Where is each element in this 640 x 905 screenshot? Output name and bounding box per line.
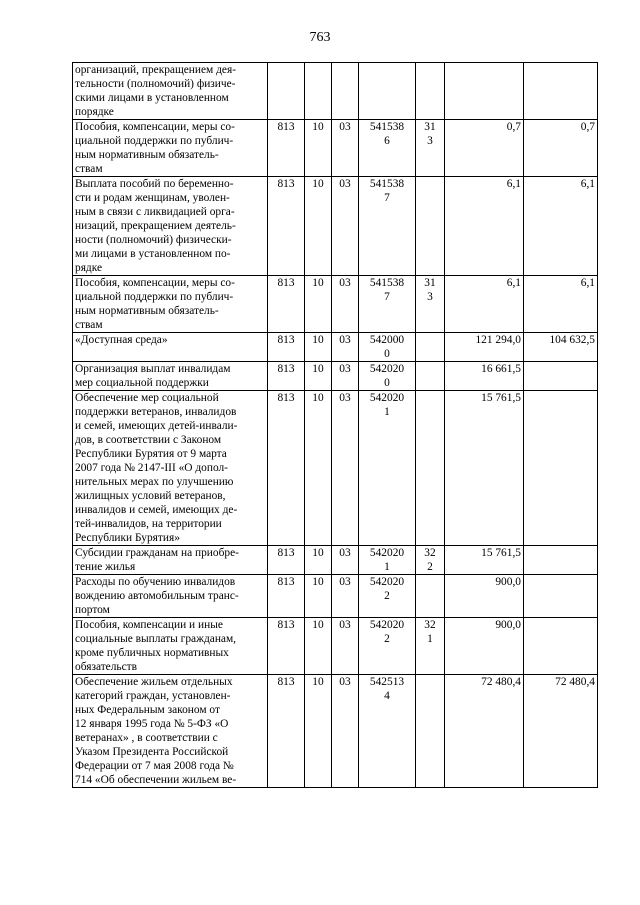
cs-line: 542020 (369, 392, 405, 404)
vr-line: 31 (424, 121, 436, 133)
section-code-cell: 10 (305, 618, 332, 675)
name-line: ствам (75, 319, 103, 331)
name-line: ным в связи с ликвидацией орга- (75, 206, 235, 218)
subsection-code-cell: 03 (332, 120, 359, 177)
cs-line: 7 (384, 192, 390, 204)
name-line: ности (полномочий) физически- (75, 234, 232, 246)
expense-type-cell (416, 63, 445, 120)
name-line: рядке (75, 262, 103, 274)
table-row (73, 63, 598, 120)
name-line: ми лицами в установленном по- (75, 248, 231, 260)
subsection-code-cell: 03 (332, 276, 359, 333)
amount-2-cell (524, 362, 598, 391)
item-name-cell (73, 333, 268, 362)
cs-line: 542020 (369, 547, 405, 559)
cs-line: 542000 (369, 334, 405, 346)
amount-1-cell: 900,0 (445, 618, 524, 675)
expense-type-cell (416, 618, 445, 675)
name-line: тение жилья (75, 561, 136, 573)
expense-type-cell (416, 391, 445, 546)
target-article-cell (359, 391, 416, 546)
cs-line: 541538 (369, 178, 405, 190)
name-line: циальной поддержки по публич- (75, 135, 234, 147)
expense-type-cell (416, 177, 445, 276)
expense-type-cell (416, 333, 445, 362)
name-line: Обеспечение жильем отдельных (75, 676, 233, 688)
name-line: обязательств (75, 661, 138, 673)
amount-2-cell: 72 480,4 (524, 675, 598, 788)
table-row (73, 546, 598, 575)
name-line: циальной поддержки по публич- (75, 291, 234, 303)
name-line: тельности (полномочий) физиче- (75, 78, 236, 90)
ministry-code-cell: 813 (268, 362, 305, 391)
name-line: низаций, прекращением деятель- (75, 220, 236, 232)
subsection-code-cell: 03 (332, 177, 359, 276)
table-row (73, 333, 598, 362)
name-line: 714 «Об обеспечении жильем ве- (75, 774, 237, 786)
name-line: портом (75, 604, 110, 616)
amount-1-cell: 6,1 (445, 276, 524, 333)
amount-2-cell (524, 391, 598, 546)
subsection-code-cell: 03 (332, 546, 359, 575)
budget-table-body (73, 63, 598, 788)
section-code-cell: 10 (305, 276, 332, 333)
name-line: Республики Бурятия от 9 марта (75, 448, 227, 460)
ministry-code-cell: 813 (268, 675, 305, 788)
name-line: Указом Президента Российской (75, 746, 229, 758)
name-line: Организация выплат инвалидам (75, 363, 231, 375)
name-line: категорий граждан, установлен- (75, 690, 231, 702)
amount-1-cell: 6,1 (445, 177, 524, 276)
ministry-code-cell: 813 (268, 276, 305, 333)
expense-type-cell (416, 276, 445, 333)
cs-line: 2 (384, 590, 390, 602)
name-line: кроме публичных нормативных (75, 647, 229, 659)
cs-line: 542513 (369, 676, 405, 688)
section-code-cell: 10 (305, 120, 332, 177)
page-number: 763 (309, 30, 331, 45)
ministry-code-cell: 813 (268, 333, 305, 362)
amount-2-cell: 6,1 (524, 177, 598, 276)
name-line: нительных мерах по улучшению (75, 476, 234, 488)
subsection-code-cell: 03 (332, 333, 359, 362)
name-line: жилищных условий ветеранов, (75, 490, 226, 502)
table-row (73, 675, 598, 788)
name-line: сти и родам женщинам, уволен- (75, 192, 230, 204)
expense-type-cell (416, 120, 445, 177)
amount-2-cell (524, 575, 598, 618)
cs-line: 541538 (369, 277, 405, 289)
name-line: Республики Бурятия» (75, 532, 180, 544)
budget-table (72, 62, 598, 788)
ministry-code-cell: 813 (268, 391, 305, 546)
item-name-cell (73, 120, 268, 177)
name-line: и семей, имеющих детей-инвали- (75, 420, 238, 432)
target-article-cell (359, 177, 416, 276)
subsection-code-cell: 03 (332, 675, 359, 788)
name-line: Пособия, компенсации, меры со- (75, 277, 235, 289)
name-line: ных Федеральным законом от (75, 704, 220, 716)
name-line: организаций, прекращением дея- (75, 64, 236, 76)
amount-2-cell (524, 546, 598, 575)
item-name-cell (73, 575, 268, 618)
amount-1-cell: 72 480,4 (445, 675, 524, 788)
expense-type-cell (416, 575, 445, 618)
vr-line: 31 (424, 277, 436, 289)
amount-1-cell: 0,7 (445, 120, 524, 177)
name-line: «Доступная среда» (75, 334, 168, 346)
target-article-cell (359, 618, 416, 675)
target-article-cell (359, 333, 416, 362)
target-article-cell (359, 120, 416, 177)
section-code-cell: 10 (305, 675, 332, 788)
cs-line: 7 (384, 291, 390, 303)
ministry-code-cell: 813 (268, 120, 305, 177)
item-name-cell (73, 276, 268, 333)
item-name-cell (73, 362, 268, 391)
name-line: Федерации от 7 мая 2008 года № (75, 760, 234, 772)
amount-1-cell: 15 761,5 (445, 546, 524, 575)
amount-1-cell (445, 63, 524, 120)
target-article-cell (359, 362, 416, 391)
subsection-code-cell: 03 (332, 618, 359, 675)
name-line: Выплата пособий по беременно- (75, 178, 234, 190)
name-line: дов, в соответствии с Законом (75, 434, 222, 446)
ministry-code-cell (268, 63, 305, 120)
section-code-cell (305, 63, 332, 120)
ministry-code-cell: 813 (268, 546, 305, 575)
name-line: Расходы по обучению инвалидов (75, 576, 236, 588)
table-row (73, 618, 598, 675)
table-row (73, 177, 598, 276)
name-line: 12 января 1995 года № 5-ФЗ «О (75, 718, 229, 730)
cs-line: 1 (384, 561, 390, 573)
cs-line: 6 (384, 135, 390, 147)
section-code-cell: 10 (305, 391, 332, 546)
amount-1-cell: 15 761,5 (445, 391, 524, 546)
section-code-cell: 10 (305, 362, 332, 391)
expense-type-cell (416, 546, 445, 575)
expense-type-cell (416, 675, 445, 788)
name-line: ствам (75, 163, 103, 175)
target-article-cell (359, 546, 416, 575)
amount-1-cell: 16 661,5 (445, 362, 524, 391)
section-code-cell: 10 (305, 575, 332, 618)
table-row (73, 575, 598, 618)
name-line: скими лицами в установленном (75, 92, 229, 104)
name-line: Пособия, компенсации, меры со- (75, 121, 235, 133)
target-article-cell (359, 675, 416, 788)
name-line: порядке (75, 106, 114, 118)
name-line: ным нормативным обязатель- (75, 305, 219, 317)
ministry-code-cell: 813 (268, 618, 305, 675)
cs-line: 0 (384, 348, 390, 360)
item-name-cell (73, 546, 268, 575)
amount-1-cell: 121 294,0 (445, 333, 524, 362)
target-article-cell (359, 276, 416, 333)
table-row (73, 120, 598, 177)
cs-line: 542020 (369, 363, 405, 375)
item-name-cell (73, 177, 268, 276)
table-row (73, 391, 598, 546)
ministry-code-cell: 813 (268, 575, 305, 618)
name-line: Обеспечение мер социальной (75, 392, 219, 404)
subsection-code-cell: 03 (332, 391, 359, 546)
cs-line: 541538 (369, 121, 405, 133)
amount-2-cell (524, 63, 598, 120)
cs-line: 542020 (369, 619, 405, 631)
name-line: 2007 года № 2147-III «О допол- (75, 462, 228, 474)
table-row (73, 276, 598, 333)
cs-line: 1 (384, 406, 390, 418)
cs-line: 4 (384, 690, 390, 702)
item-name-cell (73, 618, 268, 675)
name-line: тей-инвалидов, на территории (75, 518, 222, 530)
name-line: мер социальной поддержки (75, 377, 209, 389)
vr-line: 1 (427, 633, 433, 645)
amount-2-cell: 0,7 (524, 120, 598, 177)
vr-line: 3 (427, 291, 433, 303)
amount-2-cell: 104 632,5 (524, 333, 598, 362)
section-code-cell: 10 (305, 333, 332, 362)
name-line: Субсидии гражданам на приобре- (75, 547, 239, 559)
name-line: поддержки ветеранов, инвалидов (75, 406, 237, 418)
cs-line: 0 (384, 377, 390, 389)
subsection-code-cell: 03 (332, 575, 359, 618)
subsection-code-cell: 03 (332, 362, 359, 391)
subsection-code-cell (332, 63, 359, 120)
name-line: ным нормативным обязатель- (75, 149, 219, 161)
name-line: социальные выплаты гражданам, (75, 633, 237, 645)
name-line: вождению автомобильным транс- (75, 590, 239, 602)
name-line: инвалидов и семей, имеющих де- (75, 504, 238, 516)
amount-1-cell: 900,0 (445, 575, 524, 618)
cs-line: 2 (384, 633, 390, 645)
target-article-cell (359, 575, 416, 618)
vr-line: 3 (427, 135, 433, 147)
amount-2-cell (524, 618, 598, 675)
item-name-cell (73, 63, 268, 120)
amount-2-cell: 6,1 (524, 276, 598, 333)
expense-type-cell (416, 362, 445, 391)
cs-line: 542020 (369, 576, 405, 588)
item-name-cell (73, 391, 268, 546)
vr-line: 2 (427, 561, 433, 573)
table-row (73, 362, 598, 391)
ministry-code-cell: 813 (268, 177, 305, 276)
vr-line: 32 (424, 619, 436, 631)
name-line: Пособия, компенсации и иные (75, 619, 223, 631)
section-code-cell: 10 (305, 177, 332, 276)
section-code-cell: 10 (305, 546, 332, 575)
item-name-cell (73, 675, 268, 788)
target-article-cell (359, 63, 416, 120)
vr-line: 32 (424, 547, 436, 559)
name-line: ветеранах» , в соответствии с (75, 732, 218, 744)
